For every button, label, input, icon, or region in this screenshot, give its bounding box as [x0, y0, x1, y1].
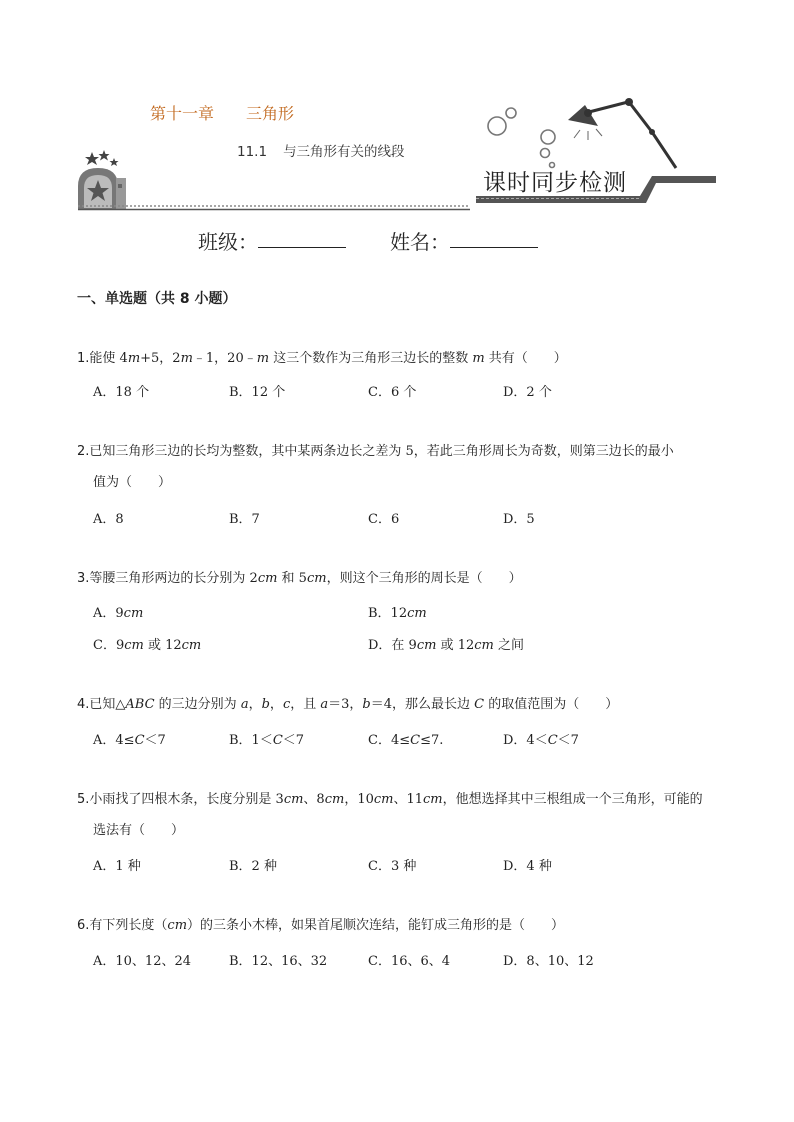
option-b[interactable]: B．12 个	[229, 385, 286, 400]
question-number: 6.	[77, 918, 90, 933]
banner-title: 课时同步检测	[483, 170, 627, 196]
stem-text: ，则这个三角形的周长是（ ）	[326, 571, 522, 586]
stem-variable: m	[256, 351, 270, 366]
option-text: B．1＜	[229, 733, 273, 748]
option-b[interactable]: B．2 种	[229, 859, 277, 874]
option-text: 之间	[493, 638, 524, 653]
stem-variable: a	[240, 697, 249, 712]
option-text: ＜7	[557, 733, 579, 748]
stem-text: 、8	[303, 792, 325, 807]
stem-variable: cm	[306, 571, 327, 586]
student-info-row	[0, 226, 794, 256]
stem-text: 小雨找了四根木条，长度分别是 3	[89, 792, 284, 807]
option-variable: C	[134, 733, 145, 748]
stem-text: 这三个数作为三角形三边长的整数	[269, 351, 473, 366]
option-text: D．4＜	[503, 733, 548, 748]
option-d[interactable]	[503, 729, 579, 748]
option-variable: C	[272, 733, 283, 748]
option-c[interactable]: C．3 种	[368, 859, 417, 874]
section-number: 11.1	[237, 144, 268, 160]
option-unit: cm	[474, 638, 494, 653]
question-5	[77, 784, 727, 846]
question-number: 3.	[77, 571, 90, 586]
option-a[interactable]: A．8	[93, 512, 124, 527]
bubbles-icon	[488, 108, 555, 168]
stem-variable: cm	[283, 792, 304, 807]
stem-variable: m	[472, 351, 485, 366]
option-d[interactable]: D．4 种	[503, 859, 552, 874]
chapter-title	[150, 101, 294, 124]
stem-text: 共有（ ）	[484, 351, 567, 366]
chapter-number: 第十一章	[150, 104, 215, 123]
stem-variable: b	[362, 697, 371, 712]
stem-text: +5，2	[140, 351, 181, 366]
question-number: 1.	[77, 351, 90, 366]
section-title	[237, 140, 405, 160]
option-text: C．4≤	[368, 733, 411, 748]
part-heading: 一、单选题（共 8 小题）	[77, 291, 237, 307]
question-4	[77, 689, 727, 720]
question-number: 4.	[77, 697, 90, 712]
option-text: ＜7	[144, 733, 166, 748]
option-c[interactable]: C．6	[368, 512, 400, 527]
option-b[interactable]	[229, 729, 304, 748]
option-variable: C	[410, 733, 421, 748]
section-name: 与三角形有关的线段	[283, 144, 405, 160]
name-field[interactable]	[450, 247, 538, 248]
stem-text: 已知△	[89, 697, 126, 712]
option-a[interactable]	[93, 729, 166, 748]
option-d[interactable]	[368, 634, 524, 653]
stem-text: 已知三角形三边的长均为整数，其中某两条边长之差为 5，若此三角形周长为奇数，则第三边长的最小	[89, 444, 674, 459]
option-unit: cm	[124, 638, 144, 653]
stem-variable: cm	[423, 792, 443, 807]
stem-text: 等腰三角形两边的长分别为 2	[89, 571, 258, 586]
header-decoration	[0, 0, 794, 220]
question-number: 2.	[77, 444, 90, 459]
option-unit: cm	[407, 606, 427, 621]
header-rule	[78, 206, 470, 210]
stem-text: ＝3，	[328, 697, 363, 712]
stem-text: 的三边分别为	[154, 697, 241, 712]
stem-text: ）的三条小木棒，如果首尾顺次连结，能钉成三角形的是（ ）	[187, 918, 565, 933]
stem-text: 、11	[393, 792, 424, 807]
stem-text: ，10	[344, 792, 374, 807]
stem-variable: cm	[324, 792, 345, 807]
option-b[interactable]	[368, 602, 427, 621]
option-unit: cm	[181, 638, 202, 653]
stem-variable: a	[320, 697, 329, 712]
option-text: A．9	[93, 606, 124, 621]
stem-text: ，	[269, 697, 283, 712]
name-label: 姓名：	[390, 230, 450, 254]
stem-text: 和 5	[277, 571, 307, 586]
stem-text: 值为（ ）	[93, 475, 172, 490]
stem-variable: c	[282, 697, 291, 712]
option-a[interactable]: A．1 种	[93, 859, 141, 874]
option-a[interactable]: A．10、12、24	[93, 954, 192, 969]
option-text: A．4≤	[93, 733, 135, 748]
question-2	[77, 436, 727, 498]
option-c[interactable]	[93, 634, 201, 653]
question-6	[77, 910, 727, 941]
option-d[interactable]: D．5	[503, 512, 535, 527]
option-c[interactable]	[368, 729, 443, 748]
stem-text: 选法有（ ）	[93, 823, 185, 838]
question-3	[77, 563, 727, 594]
option-text: B．12	[368, 606, 408, 621]
stem-text: 有下列长度（	[89, 918, 168, 933]
class-field[interactable]	[258, 247, 346, 248]
stem-text: 能使 4	[89, 351, 128, 366]
option-c[interactable]: C．6 个	[368, 385, 417, 400]
stem-variable: m	[127, 351, 141, 366]
stem-variable: C	[474, 697, 485, 712]
option-text: C．9	[93, 638, 125, 653]
stem-variable: cm	[167, 918, 188, 933]
stem-text: 的取值范围为（ ）	[484, 697, 619, 712]
stem-text: ，且	[290, 697, 321, 712]
option-text: 或 12	[436, 638, 475, 653]
stem-variable: b	[261, 697, 270, 712]
option-a[interactable]: A．18 个	[93, 385, 150, 400]
question-number: 5.	[77, 792, 90, 807]
option-text: ＜7	[282, 733, 305, 748]
option-d[interactable]: D．2 个	[503, 385, 552, 400]
question-1	[77, 343, 727, 374]
desk-lamp-icon	[568, 98, 676, 168]
option-variable: C	[547, 733, 558, 748]
option-b[interactable]: B．7	[229, 512, 260, 527]
option-c[interactable]: C．16、6、4	[368, 954, 451, 969]
option-a[interactable]	[93, 602, 143, 621]
option-d[interactable]: D．8、10、12	[503, 954, 594, 969]
stem-text: ﹣1，20﹣	[192, 351, 257, 366]
stars-icon	[85, 150, 119, 166]
option-unit: cm	[123, 606, 144, 621]
chapter-name: 三角形	[246, 104, 295, 123]
stem-variable: cm	[257, 571, 278, 586]
stem-variable: ABC	[125, 697, 155, 712]
badge-icon	[78, 168, 126, 210]
option-text: ≤7.	[420, 733, 444, 748]
stem-variable: m	[180, 351, 193, 366]
option-text: 或 12	[143, 638, 182, 653]
stem-text: ，他想选择其中三根组成一个三角形，可能的	[442, 792, 703, 807]
option-b[interactable]: B．12、16、32	[229, 954, 328, 969]
option-unit: cm	[416, 638, 437, 653]
stem-text: ，	[248, 697, 262, 712]
stem-variable: cm	[373, 792, 394, 807]
class-label: 班级：	[198, 230, 258, 254]
option-text: D．在 9	[368, 638, 417, 653]
stem-text: ＝4，那么最长边	[370, 697, 475, 712]
